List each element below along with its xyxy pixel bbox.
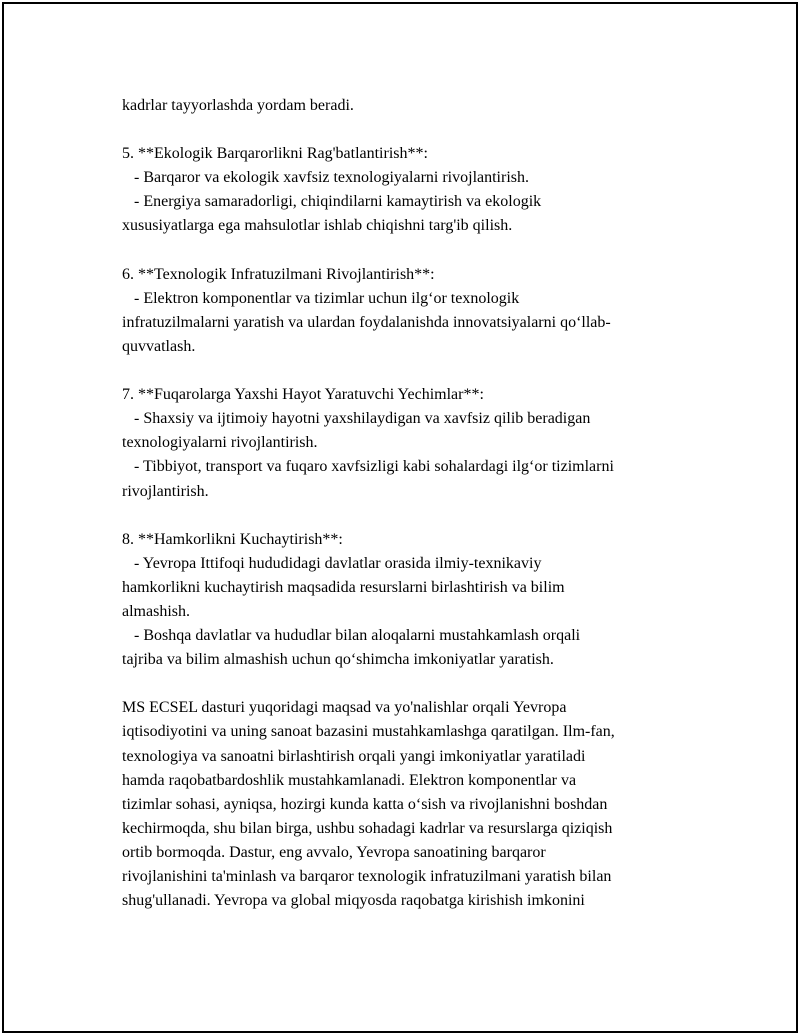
text-line: texnologiya va sanoatni birlashtirish orqali yangi imkoniyatlar yaratiladi <box>122 747 586 765</box>
text-line: iqtisodiyotini va uning sanoat bazasini mustahkamlashga qaratilgan. Ilm-fan, <box>122 723 615 741</box>
text-line: MS ECSEL dasturi yuqoridagi maqsad va yo'nalishlar orqali Yevropa <box>122 699 567 717</box>
text-line: shug'ullanadi. Yevropa va global miqyosda raqobatga kirishish imkonini <box>122 892 585 910</box>
text-line: quvvatlash. <box>122 337 196 355</box>
text-line: 8. **Hamkorlikni Kuchaytirish**: <box>122 530 343 548</box>
text-line: ortib bormoqda. Dastur, eng avvalo, Yevropa sanoatining barqaror <box>122 843 546 861</box>
text-line: 7. **Fuqarolarga Yaxshi Hayot Yaratuvchi Yechimlar**: <box>122 386 484 404</box>
text-line: - Yevropa Ittifoqi hududidagi davlatlar orasida ilmiy-texnikaviy <box>122 554 542 572</box>
paragraph <box>122 142 702 238</box>
text-line: kechirmoqda, shu bilan birga, ushbu sohadagi kadrlar va resurslarga qiziqish <box>122 819 613 837</box>
paragraph-gap <box>122 118 702 142</box>
paragraph <box>122 696 702 913</box>
paragraph <box>122 528 702 673</box>
text-line: 6. **Texnologik Infratuzilmani Rivojlantirish**: <box>122 265 435 283</box>
text-line: - Shaxsiy va ijtimoiy hayotni yaxshilaydigan va xavfsiz qilib beradigan <box>122 410 591 428</box>
paragraph-gap <box>122 359 702 383</box>
text-line: - Boshqa davlatlar va hududlar bilan aloqalarni mustahkamlash orqali <box>122 627 581 645</box>
text-line: kadrlar tayyorlashda yordam beradi. <box>122 97 354 114</box>
text-line: tizimlar sohasi, ayniqsa, hozirgi kunda katta o‘sish va rivojlanishni boshdan <box>122 795 608 813</box>
text-line: - Elektron komponentlar va tizimlar uchun ilg‘or texnologik <box>122 289 520 307</box>
paragraph <box>122 94 702 118</box>
text-line: - Tibbiyot, transport va fuqaro xavfsizligi kabi sohalardagi ilg‘or tizimlarni <box>122 458 614 476</box>
page-frame <box>2 2 798 1033</box>
text-line: hamkorlikni kuchaytirish maqsadida resurslarni birlashtirish va bilim <box>122 578 565 596</box>
paragraph <box>122 383 702 503</box>
text-line: rivojlantirish. <box>122 482 209 500</box>
text-line: xususiyatlarga ega mahsulotlar ishlab chiqishni targ'ib qilish. <box>122 217 513 235</box>
paragraph-gap <box>122 504 702 528</box>
paragraph-gap <box>122 239 702 263</box>
text-line: tajriba va bilim almashish uchun qo‘shimcha imkoniyatlar yaratish. <box>122 651 554 669</box>
text-line: rivojlanishini ta'minlash va barqaror texnologik infratuzilmani yaratish bilan <box>122 868 612 885</box>
paragraph-gap <box>122 672 702 696</box>
document-body <box>122 94 702 913</box>
paragraph <box>122 263 702 359</box>
text-line: infratuzilmalarni yaratish va ulardan foydalanishda innovatsiyalarni qo‘llab- <box>122 313 611 331</box>
text-line: - Energiya samaradorligi, chiqindilarni kamaytirish va ekologik <box>122 193 542 211</box>
text-line: almashish. <box>122 602 190 620</box>
text-line: hamda raqobatbardoshlik mustahkamlanadi. Elektron komponentlar va <box>122 771 577 789</box>
text-line: 5. **Ekologik Barqarorlikni Rag'batlantirish**: <box>122 145 428 163</box>
text-line: texnologiyalarni rivojlantirish. <box>122 434 318 452</box>
text-line: - Barqaror va ekologik xavfsiz texnologiyalarni rivojlantirish. <box>122 169 529 187</box>
